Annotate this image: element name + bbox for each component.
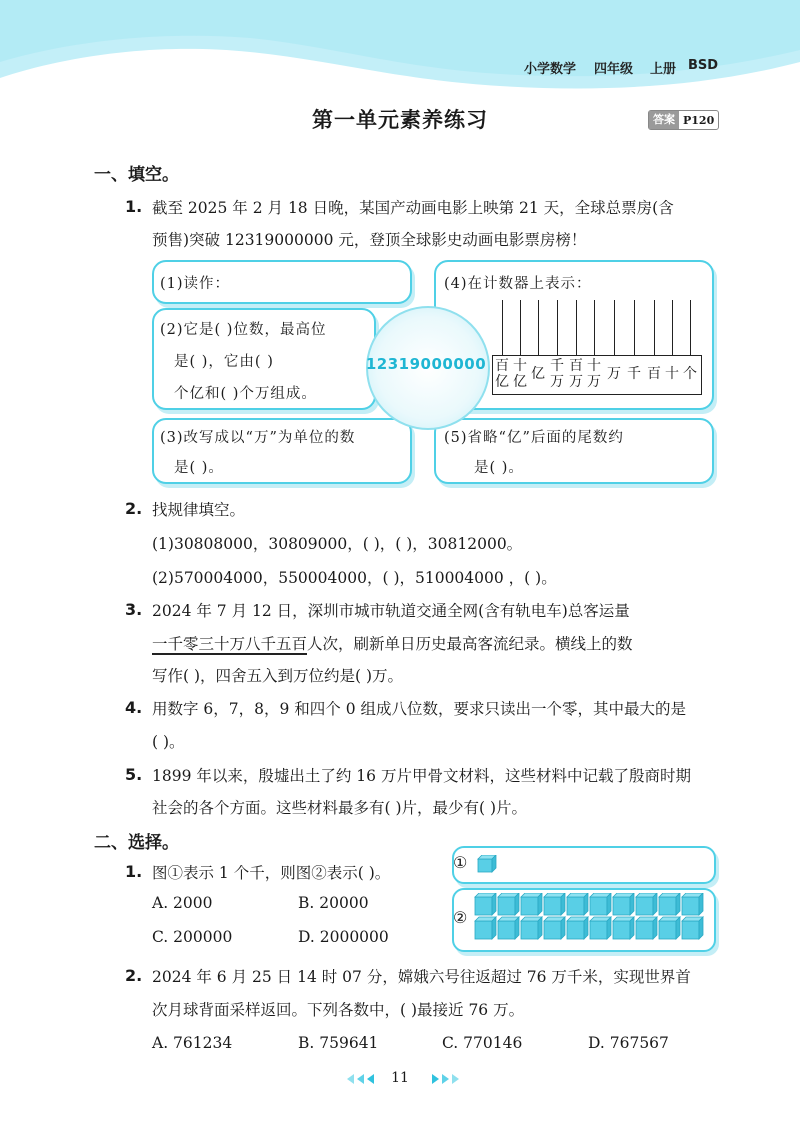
q2-number: 2. [125,499,143,518]
abacus-rod [672,300,673,355]
header-volume: 上册 [650,62,677,77]
q1-line1: 截至 2025 年 2 月 18 日晚，某国产动画电影上映第 21 天，全球总票房(含 [152,199,674,217]
abacus-rod [520,300,521,355]
q1-box-digits-l1: (2)它是( )位数，最高位 [160,322,327,338]
header-grade: 四年级 [594,62,634,77]
thousand-cube-icon [498,893,519,915]
abacus-rod [557,300,558,355]
thousand-cube-icon [544,917,565,939]
s2-q2-number: 2. [125,966,143,985]
q5-line1: 1899 年以来，殷墟出土了约 16 万片甲骨文材料，这些材料中记载了殷商时期 [152,767,691,785]
place-label: 百 [647,366,661,382]
q3-number: 3. [125,600,143,619]
s2-q2-line2: 次月球背面采样返回。下列各数中，( )最接近 76 万。 [152,1001,525,1019]
thousand-cube-icon [682,893,703,915]
s2-q2-line1: 2024 年 6 月 25 日 14 时 07 分，嫦娥六号往返超过 76 万千米，实现世界首 [152,968,691,986]
thousand-cube-icon [567,917,588,939]
abacus-rod [634,300,635,355]
abacus-rod [576,300,577,355]
abacus-rod [538,300,539,355]
thousand-cube-icon [544,893,565,915]
q1-box-round-l1: (5)省略“亿”后面的尾数约 [444,430,624,446]
place-label: 百亿 [495,358,509,390]
place-label: 万 [607,366,621,382]
section2-heading: 二、选择。 [94,833,179,853]
q4-number: 4. [125,698,143,717]
s2-q1-option-a: A. 2000 [152,894,213,912]
q3-line2-rest: 人次，刷新单日历史最高客流纪录。横线上的数 [307,635,633,653]
figure1-label: ① [453,853,468,872]
figure2-label: ② [453,908,468,927]
ten-thousand-cubes-figure [474,893,706,943]
header-edition: BSD [688,58,719,73]
counting-frame [492,300,702,396]
page-title: 第一单元素养练习 [312,108,488,132]
thousand-cube-icon [475,893,496,915]
place-label: 十万 [587,358,601,390]
answer-badge-label: 答案 [649,111,679,129]
place-label: 个 [683,366,697,382]
q2-line2: (2)570004000，550004000，( )，510004000 ，( )。 [152,569,557,587]
place-label: 千 [627,366,641,382]
thousand-cube-icon [477,855,497,873]
q2-text: 找规律填空。 [152,501,246,519]
q1-box-read-text: (1)读作： [160,276,231,292]
q4-line2: ( )。 [152,733,185,751]
q3-underlined-number: 一千零三十万八千五百 [152,635,308,653]
q5-line2: 社会的各个方面。这些材料最多有( )片，最少有( )片。 [152,799,528,817]
q1-box-round-l2: 是( )。 [474,460,524,476]
thousand-cube-icon [659,917,680,939]
thousand-cube-icon [613,917,634,939]
s2-q2-option-c: C. 770146 [442,1034,523,1052]
s2-q1-number: 1. [125,862,143,881]
thousand-cube-icon [521,893,542,915]
thousand-cube-icon [475,917,496,939]
place-label: 千万 [550,358,564,390]
s2-q2-option-a: A. 761234 [152,1034,233,1052]
q1-number: 1. [125,197,143,216]
abacus-rod [614,300,615,355]
answer-badge-page: P120 [683,113,715,127]
thousand-cube-icon [636,893,657,915]
s2-q1-option-c: C. 200000 [152,928,233,946]
q3-line1: 2024 年 7 月 12 日，深圳市城市轨道交通全网(含有轨电车)总客运量 [152,602,630,620]
place-label: 十亿 [513,358,527,390]
q1-line2: 预售)突破 12319000000 元，登顶全球影史动画电影票房榜！ [152,231,587,249]
header-subject: 小学数学 [524,62,577,77]
q5-number: 5. [125,765,143,784]
thousand-cube-icon [636,917,657,939]
place-label: 百万 [569,358,583,390]
q2-line1: (1)30808000，30809000，( )，( )，30812000。 [152,535,523,553]
q1-box-digits-l3: 个亿和( )个万组成。 [174,386,317,402]
answer-badge [648,110,719,130]
abacus-rod [502,300,503,355]
thousand-cube-icon [521,917,542,939]
next-arrows-icon [426,1072,462,1086]
q3-line2 [152,632,633,654]
q1-box-digits-l2: 是( )，它由( ) [174,354,274,370]
thousand-cube-icon [613,893,634,915]
section1-heading: 一、填空。 [94,165,179,185]
abacus-rod [594,300,595,355]
place-label: 亿 [531,366,545,382]
abacus-rod [690,300,691,355]
abacus-rod [654,300,655,355]
s2-q1-text: 图①表示 1 个千，则图②表示( )。 [152,864,391,882]
page-number: 11 [391,1070,409,1086]
q3-line3: 写作( )，四舍五入到万位约是( )万。 [152,667,404,685]
thousand-cube-icon [659,893,680,915]
center-number: 12319000000 [365,355,487,373]
thousand-cube-icon [498,917,519,939]
thousand-cube-icon [590,917,611,939]
q4-line1: 用数字 6，7，8，9 和四个 0 组成八位数，要求只读出一个零，其中最大的是 [152,700,687,718]
thousand-cube-icon [590,893,611,915]
header-wave-banner [0,0,800,95]
s2-q1-option-b: B. 20000 [298,894,369,912]
q1-box-wan-l2: 是( )。 [174,460,224,476]
s2-q2-option-d: D. 767567 [588,1034,669,1052]
thousand-cube-icon [682,917,703,939]
s2-q2-option-b: B. 759641 [298,1034,379,1052]
q1-box-abacus-text: (4)在计数器上表示： [444,276,592,292]
thousand-cube-icon [567,893,588,915]
q1-box-wan-l1: (3)改写成以“万”为单位的数 [160,430,356,446]
place-label: 十 [665,366,679,382]
s2-q1-option-d: D. 2000000 [298,928,389,946]
